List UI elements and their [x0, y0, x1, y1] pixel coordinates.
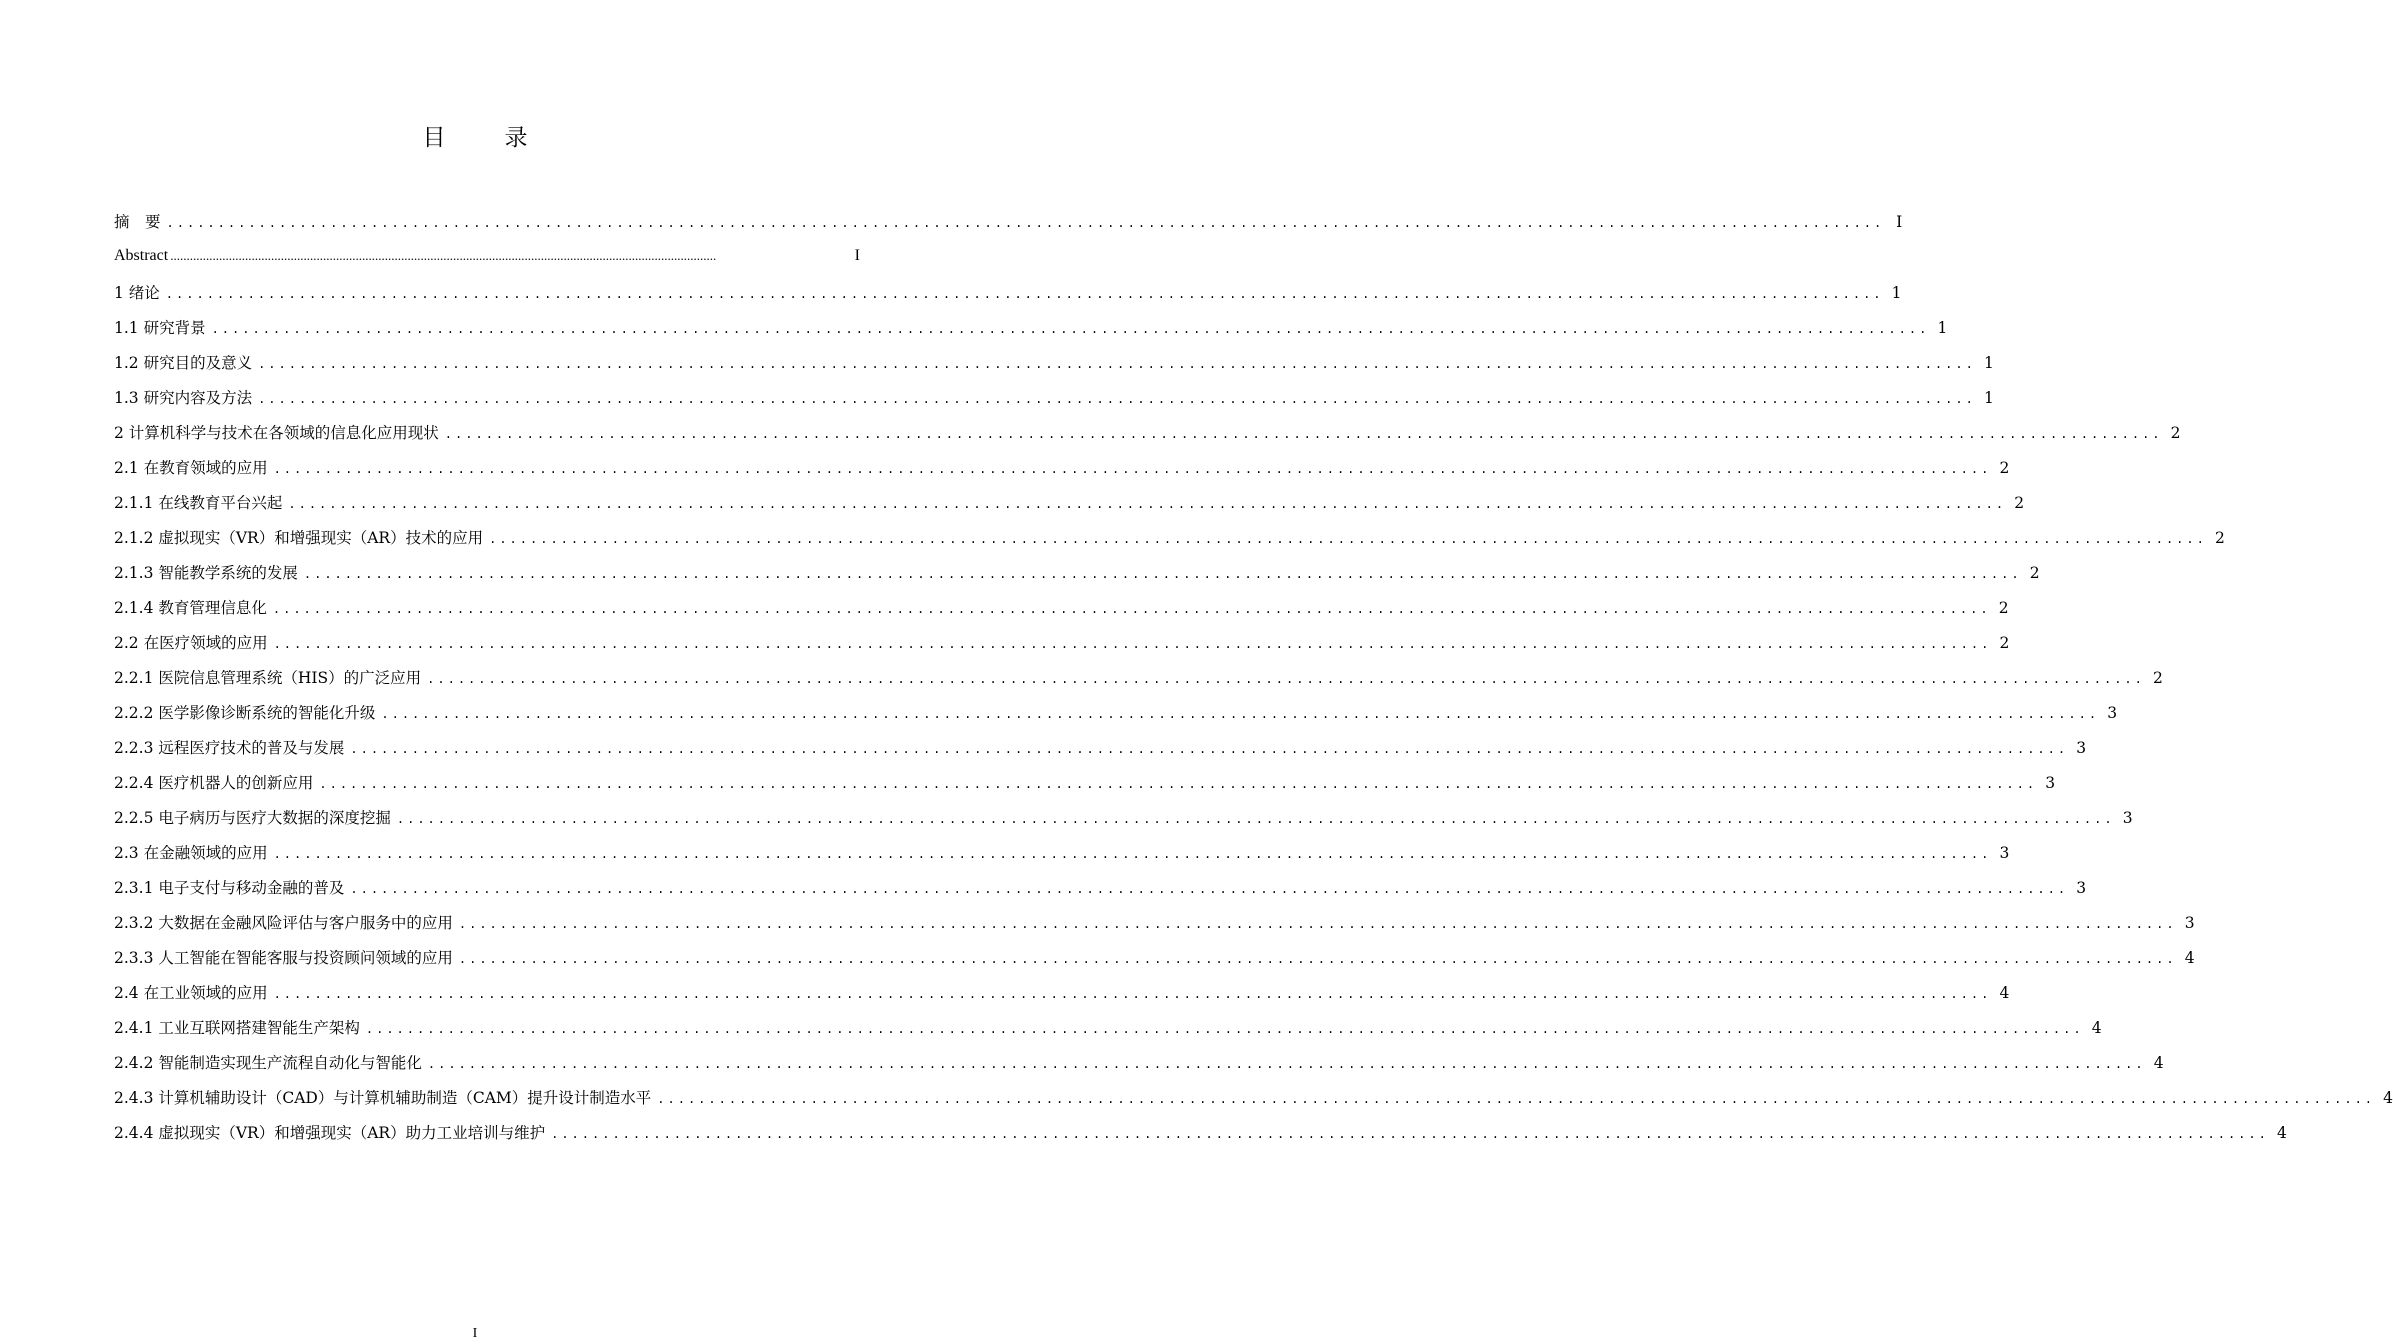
toc-entry-page: 3 — [2107, 704, 2118, 722]
toc-leader-dots: ........................................................................................................................................................................ — [303, 567, 2022, 581]
toc-entry-label: 2.2.1 医院信息管理系统（HIS）的广泛应用 — [114, 669, 422, 687]
toc-entry-abstract-zh[interactable] — [114, 210, 1903, 247]
toc-entry-page: 4 — [2091, 1019, 2102, 1037]
toc-entry-label: 2.3 在金融领域的应用 — [114, 844, 268, 862]
toc-entry[interactable] — [114, 946, 2195, 981]
toc-entry-page: 4 — [2276, 1124, 2287, 1142]
toc-leader-dots: ........................................................................................................................................................................ — [444, 427, 2163, 441]
toc-leader-dots: ........................................................................................................................................................................ — [288, 497, 2007, 511]
toc-entry-page: 4 — [1999, 984, 2010, 1002]
toc-entry-label: 2.1.2 虚拟现实（VR）和增强现实（AR）技术的应用 — [114, 529, 484, 547]
toc-entry[interactable] — [114, 806, 2133, 841]
toc-entry[interactable] — [114, 351, 1994, 386]
toc-entry[interactable] — [114, 701, 2118, 736]
toc-entry-label: 2.4.4 虚拟现实（VR）和增强现实（AR）助力工业培训与维护 — [114, 1124, 546, 1142]
toc-entry-label: 2.3.1 电子支付与移动金融的普及 — [114, 879, 345, 897]
toc-entry-page: 3 — [2184, 914, 2195, 932]
toc-entry-label: 摘 要 — [114, 213, 161, 231]
toc-entry[interactable] — [114, 1016, 2102, 1051]
toc-entry-page: 1 — [1983, 389, 1994, 407]
toc-leader-dots: ........................................................................................................................................................................ — [273, 987, 1992, 1001]
toc-entry[interactable] — [114, 911, 2195, 946]
toc-entry-page: 3 — [2045, 774, 2056, 792]
toc-leader-dots: ........................................................................................................................................................................ — [489, 532, 2207, 546]
table-of-contents — [114, 210, 2393, 1156]
toc-leader-dots: ........................................................................................................................................................................ — [365, 1022, 2084, 1036]
toc-entry[interactable] — [114, 596, 2009, 631]
toc-entry[interactable] — [114, 1086, 2393, 1121]
toc-entry[interactable] — [114, 876, 2087, 911]
toc-entry-label: 2.1.1 在线教育平台兴起 — [114, 494, 283, 512]
toc-entry-page: 1 — [1937, 319, 1948, 337]
toc-leader-dots: ........................................................................................................................................................................ — [273, 637, 1992, 651]
toc-entry-page: 1 — [1891, 284, 1902, 302]
toc-leader-dots: ........................................................................................................................................................................ — [657, 1092, 2376, 1106]
toc-entry[interactable] — [114, 736, 2087, 771]
toc-entry[interactable] — [114, 316, 1948, 351]
toc-entry[interactable] — [114, 1051, 2164, 1086]
toc-entry[interactable] — [114, 281, 1902, 316]
toc-entry-label: 2.1.4 教育管理信息化 — [114, 599, 267, 617]
toc-leader-dots: ........................................................................................................................................................................ — [350, 882, 2069, 896]
toc-entry-page: 2 — [2214, 529, 2225, 547]
toc-entry-page: 2 — [1999, 634, 2010, 652]
toc-entry[interactable] — [114, 421, 2181, 456]
toc-entry-label: 2.4 在工业领域的应用 — [114, 984, 268, 1002]
toc-entry[interactable] — [114, 981, 2010, 1016]
toc-leader-dots: ........................................................................................................................................................................ — [458, 917, 2177, 931]
toc-entry-abstract-en[interactable] — [114, 247, 860, 281]
toc-leader-dots: ........................................................................................................................................................................ — [258, 392, 1976, 406]
toc-entry[interactable] — [114, 456, 2010, 491]
toc-entry[interactable] — [114, 1121, 2287, 1156]
toc-entry[interactable] — [114, 666, 2163, 701]
toc-leader-dots: ........................................................................................................................................................................ — [272, 602, 1991, 616]
toc-leader-dots: ........................................................................................................................................................................ — [211, 322, 1930, 336]
page-number: I — [472, 1326, 478, 1341]
toc-leader-dots: ........................................................................................................................................................................ — [427, 672, 2145, 686]
toc-entry-label: 2.1.3 智能教学系统的发展 — [114, 564, 298, 582]
toc-entry-page: 4 — [2153, 1054, 2164, 1072]
toc-leader-dots: ........................................................................................................................................................................ — [165, 287, 1884, 301]
toc-entry[interactable] — [114, 526, 2225, 561]
toc-entry-page: 2 — [2153, 669, 2163, 687]
toc-entry-label: 1 绪论 — [114, 284, 160, 302]
toc-entry-label: 2.3.3 人工智能在智能客服与投资顾问领域的应用 — [114, 949, 453, 967]
toc-entry-page: 2 — [2170, 424, 2181, 442]
toc-leader-dots: ........................................................................................................................................................................ — [458, 952, 2177, 966]
toc-entry-label: 2.2 在医疗领域的应用 — [114, 634, 268, 652]
toc-entry-label: 2.2.3 远程医疗技术的普及与发展 — [114, 739, 345, 757]
toc-entry-label: 2.3.2 大数据在金融风险评估与客户服务中的应用 — [114, 914, 453, 932]
toc-leader-dots: ........................................................................................................................................................................ — [551, 1127, 2269, 1141]
toc-entry-label: 2.2.4 医疗机器人的创新应用 — [114, 774, 314, 792]
toc-entry[interactable] — [114, 631, 2010, 666]
toc-entry-label: 2 计算机科学与技术在各领域的信息化应用现状 — [114, 424, 439, 442]
toc-leader-dots: ........................................................................................................................................................................ — [273, 462, 1992, 476]
toc-entry-label: Abstract — [114, 247, 169, 264]
toc-leader-dots: ........................................................................................................................................................................ — [350, 742, 2069, 756]
toc-entry[interactable] — [114, 771, 2056, 806]
toc-entry-label: 2.4.2 智能制造实现生产流程自动化与智能化 — [114, 1054, 422, 1072]
toc-leader-dots: ........................................................................................................................................................................ — [319, 777, 2038, 791]
toc-entry-label: 2.2.5 电子病历与医疗大数据的深度挖掘 — [114, 809, 391, 827]
toc-entry-page: 3 — [2122, 809, 2133, 827]
toc-entry-label: 2.2.2 医学影像诊断系统的智能化升级 — [114, 704, 376, 722]
toc-entry-page: I — [1896, 213, 1903, 231]
toc-leader-dots: ........................................................................................................................................................................ — [381, 707, 2100, 721]
toc-entry-page: 2 — [2014, 494, 2025, 512]
toc-entry-page: I — [854, 247, 860, 264]
toc-entry-label: 2.4.3 计算机辅助设计（CAD）与计算机辅助制造（CAM）提升设计制造水平 — [114, 1089, 652, 1107]
toc-entry[interactable] — [114, 561, 2040, 596]
toc-entry-page: 2 — [1999, 459, 2010, 477]
toc-entry-label: 2.4.1 工业互联网搭建智能生产架构 — [114, 1019, 360, 1037]
toc-entry-page: 3 — [1999, 844, 2010, 862]
toc-entry-page: 4 — [2383, 1089, 2393, 1107]
toc-entry-page: 2 — [2029, 564, 2040, 582]
toc-entry[interactable] — [114, 386, 1994, 421]
toc-entry-page: 2 — [1998, 599, 2009, 617]
toc-leader-dots: ........................................................................................................................................................................ — [273, 847, 1992, 861]
toc-leader-dots: ........................................................................................................................................................................ — [258, 357, 1976, 371]
toc-leader-dots: ........................................................................................................................................................................ — [166, 216, 1885, 230]
toc-leader-dots: ........................................................................................................................................................................ — [396, 812, 2115, 826]
toc-entry-label: 1.1 研究背景 — [114, 319, 206, 337]
toc-entry[interactable] — [114, 841, 2010, 876]
toc-entry-page: 3 — [2076, 739, 2087, 757]
toc-leader-dots: ........................................................................................................................................................................ — [427, 1057, 2146, 1071]
toc-leader-dots: ........................................................................................................................................................................ — [170, 248, 717, 263]
page-title: 目 录 — [422, 125, 546, 151]
toc-entry-label: 1.2 研究目的及意义 — [114, 354, 253, 372]
toc-entry-page: 1 — [1983, 354, 1994, 372]
toc-entry-label: 1.3 研究内容及方法 — [114, 389, 253, 407]
toc-entry[interactable] — [114, 491, 2025, 526]
toc-entry-page: 4 — [2184, 949, 2195, 967]
toc-entry-label: 2.1 在教育领域的应用 — [114, 459, 268, 477]
toc-entry-page: 3 — [2076, 879, 2087, 897]
